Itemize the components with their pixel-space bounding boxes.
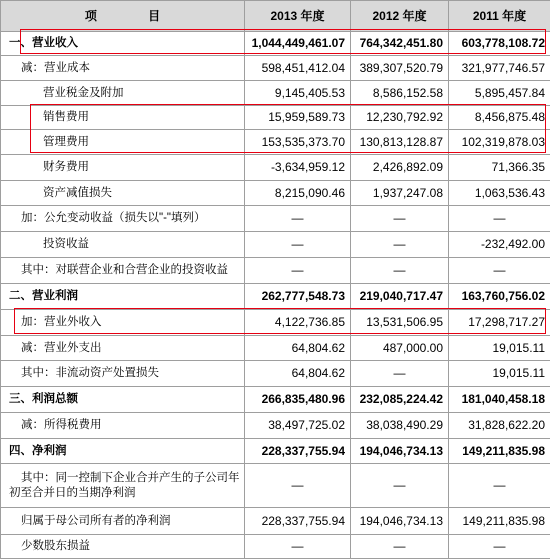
value-2012: 1,937,247.08 — [351, 181, 449, 206]
value-2011: 181,040,458.18 — [449, 387, 550, 413]
value-2013: — — [245, 206, 351, 232]
value-2012: — — [351, 535, 449, 559]
value-2011: — — [449, 464, 550, 508]
header-row — [1, 1, 550, 32]
value-2011: 149,211,835.98 — [449, 439, 550, 464]
value-2012: 38,038,490.29 — [351, 413, 449, 439]
row-label: 销售费用 — [1, 106, 245, 130]
value-2013: — — [245, 232, 351, 258]
table-row — [1, 284, 550, 310]
table-row — [1, 413, 550, 439]
value-2012: 2,426,892.09 — [351, 155, 449, 181]
value-2011: — — [449, 535, 550, 559]
table-row — [1, 81, 550, 106]
value-2011: 149,211,835.98 — [449, 508, 550, 535]
table-row — [1, 508, 550, 535]
value-2012: — — [351, 206, 449, 232]
row-label: 加：营业外收入 — [1, 310, 245, 336]
value-2011: 31,828,622.20 — [449, 413, 550, 439]
table-body — [1, 32, 550, 559]
header-year-2013: 2013 年度 — [245, 1, 351, 32]
value-2012: 764,342,451.80 — [351, 32, 449, 56]
value-2013: 153,535,373.70 — [245, 130, 351, 155]
value-2012: 194,046,734.13 — [351, 508, 449, 535]
table-row — [1, 387, 550, 413]
row-label: 二、营业利润 — [1, 284, 245, 310]
value-2012: 487,000.00 — [351, 336, 449, 361]
table-row — [1, 535, 550, 559]
value-2011: 17,298,717.27 — [449, 310, 550, 336]
table-row — [1, 56, 550, 81]
value-2011: 603,778,108.72 — [449, 32, 550, 56]
value-2012: 194,046,734.13 — [351, 439, 449, 464]
value-2013: 64,804.62 — [245, 361, 351, 387]
row-label: 减：所得税费用 — [1, 413, 245, 439]
value-2013: — — [245, 258, 351, 284]
value-2012: 13,531,506.95 — [351, 310, 449, 336]
table-row — [1, 130, 550, 155]
row-label: 减：营业成本 — [1, 56, 245, 81]
value-2012: — — [351, 258, 449, 284]
table-row — [1, 155, 550, 181]
value-2013: 4,122,736.85 — [245, 310, 351, 336]
value-2013: 598,451,412.04 — [245, 56, 351, 81]
row-label: 减：营业外支出 — [1, 336, 245, 361]
value-2012: — — [351, 464, 449, 508]
value-2011: 8,456,875.48 — [449, 106, 550, 130]
value-2013: — — [245, 535, 351, 559]
value-2012: 8,586,152.58 — [351, 81, 449, 106]
value-2011: 19,015.11 — [449, 361, 550, 387]
value-2011: 321,977,746.57 — [449, 56, 550, 81]
value-2013: -3,634,959.12 — [245, 155, 351, 181]
value-2011: 71,366.35 — [449, 155, 550, 181]
value-2011: — — [449, 258, 550, 284]
value-2013: 266,835,480.96 — [245, 387, 351, 413]
table-row — [1, 32, 550, 56]
header-year-2011: 2011 年度 — [449, 1, 550, 32]
table-row — [1, 232, 550, 258]
table-row — [1, 361, 550, 387]
value-2012: 130,813,128.87 — [351, 130, 449, 155]
row-label: 一、营业收入 — [1, 32, 245, 56]
value-2013: 228,337,755.94 — [245, 508, 351, 535]
value-2013: 64,804.62 — [245, 336, 351, 361]
value-2012: 12,230,792.92 — [351, 106, 449, 130]
row-label: 加：公允变动收益（损失以"-"填列） — [1, 206, 245, 232]
value-2013: 228,337,755.94 — [245, 439, 351, 464]
row-label: 其中：对联营企业和合营企业的投资收益 — [1, 258, 245, 284]
value-2013: 9,145,405.53 — [245, 81, 351, 106]
value-2013: 38,497,725.02 — [245, 413, 351, 439]
row-label: 资产减值损失 — [1, 181, 245, 206]
row-label: 三、利润总额 — [1, 387, 245, 413]
table-row — [1, 206, 550, 232]
table-row — [1, 439, 550, 464]
header-year-2012: 2012 年度 — [351, 1, 449, 32]
row-label: 营业税金及附加 — [1, 81, 245, 106]
value-2012: 389,307,520.79 — [351, 56, 449, 81]
row-label: 四、净利润 — [1, 439, 245, 464]
value-2013: 1,044,449,461.07 — [245, 32, 351, 56]
table-row — [1, 336, 550, 361]
value-2013: 15,959,589.73 — [245, 106, 351, 130]
value-2011: 19,015.11 — [449, 336, 550, 361]
value-2013: 8,215,090.46 — [245, 181, 351, 206]
row-label: 其中：同一控制下企业合并产生的子公司年初至合并日的当期净利润 — [1, 464, 245, 508]
value-2012: — — [351, 361, 449, 387]
table-row — [1, 258, 550, 284]
value-2011: 1,063,536.43 — [449, 181, 550, 206]
row-label: 少数股东损益 — [1, 535, 245, 559]
row-label: 投资收益 — [1, 232, 245, 258]
value-2012: 219,040,717.47 — [351, 284, 449, 310]
value-2013: 262,777,548.73 — [245, 284, 351, 310]
row-label: 财务费用 — [1, 155, 245, 181]
value-2011: 102,319,878.03 — [449, 130, 550, 155]
value-2011: — — [449, 206, 550, 232]
row-label: 管理费用 — [1, 130, 245, 155]
value-2011: -232,492.00 — [449, 232, 550, 258]
value-2011: 5,895,457.84 — [449, 81, 550, 106]
value-2011: 163,760,756.02 — [449, 284, 550, 310]
table-row — [1, 310, 550, 336]
table-row — [1, 464, 550, 508]
row-label: 归属于母公司所有者的净利润 — [1, 508, 245, 535]
value-2012: 232,085,224.42 — [351, 387, 449, 413]
row-label: 其中：非流动资产处置损失 — [1, 361, 245, 387]
value-2013: — — [245, 464, 351, 508]
table-row — [1, 181, 550, 206]
header-item: 项 目 — [1, 1, 245, 32]
value-2012: — — [351, 232, 449, 258]
table-row — [1, 106, 550, 130]
